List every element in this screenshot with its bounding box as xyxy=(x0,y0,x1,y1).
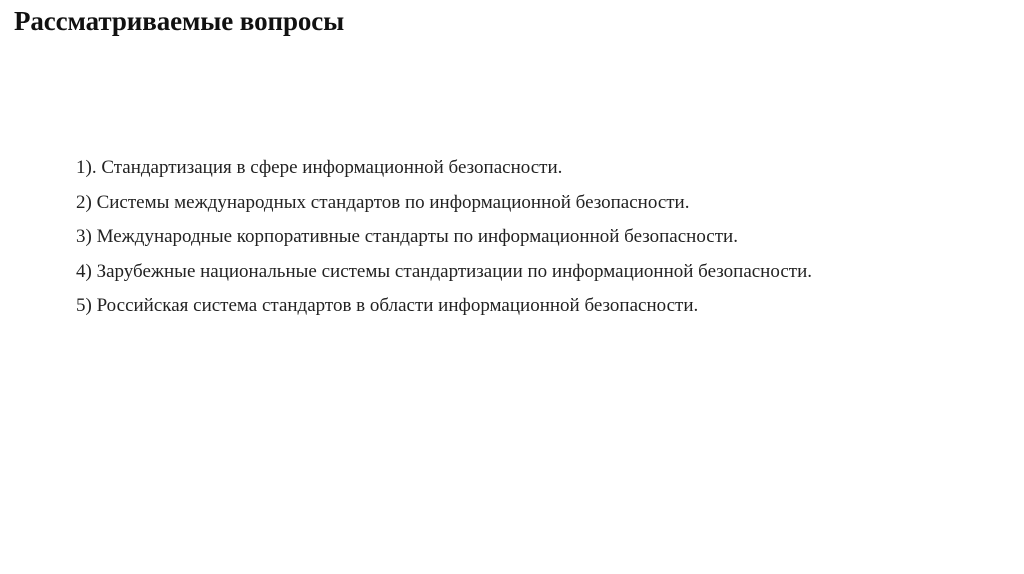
topic-item-4: 4) Зарубежные национальные системы стандартизации по информационной безопасности. xyxy=(76,260,812,282)
topic-item-2: 2) Системы международных стандартов по информационной безопасности. xyxy=(76,191,690,213)
topic-list xyxy=(76,151,812,324)
topic-item-1: 1). Стандартизация в сфере информационной безопасности. xyxy=(76,157,563,178)
slide-title: Рассматриваемые вопросы xyxy=(14,6,345,36)
topic-item-5: 5) Российская система стандартов в области информационной безопасности. xyxy=(76,295,699,316)
topic-item-3: 3) Международные корпоративные стандарты по информационной безопасности. xyxy=(76,226,738,247)
